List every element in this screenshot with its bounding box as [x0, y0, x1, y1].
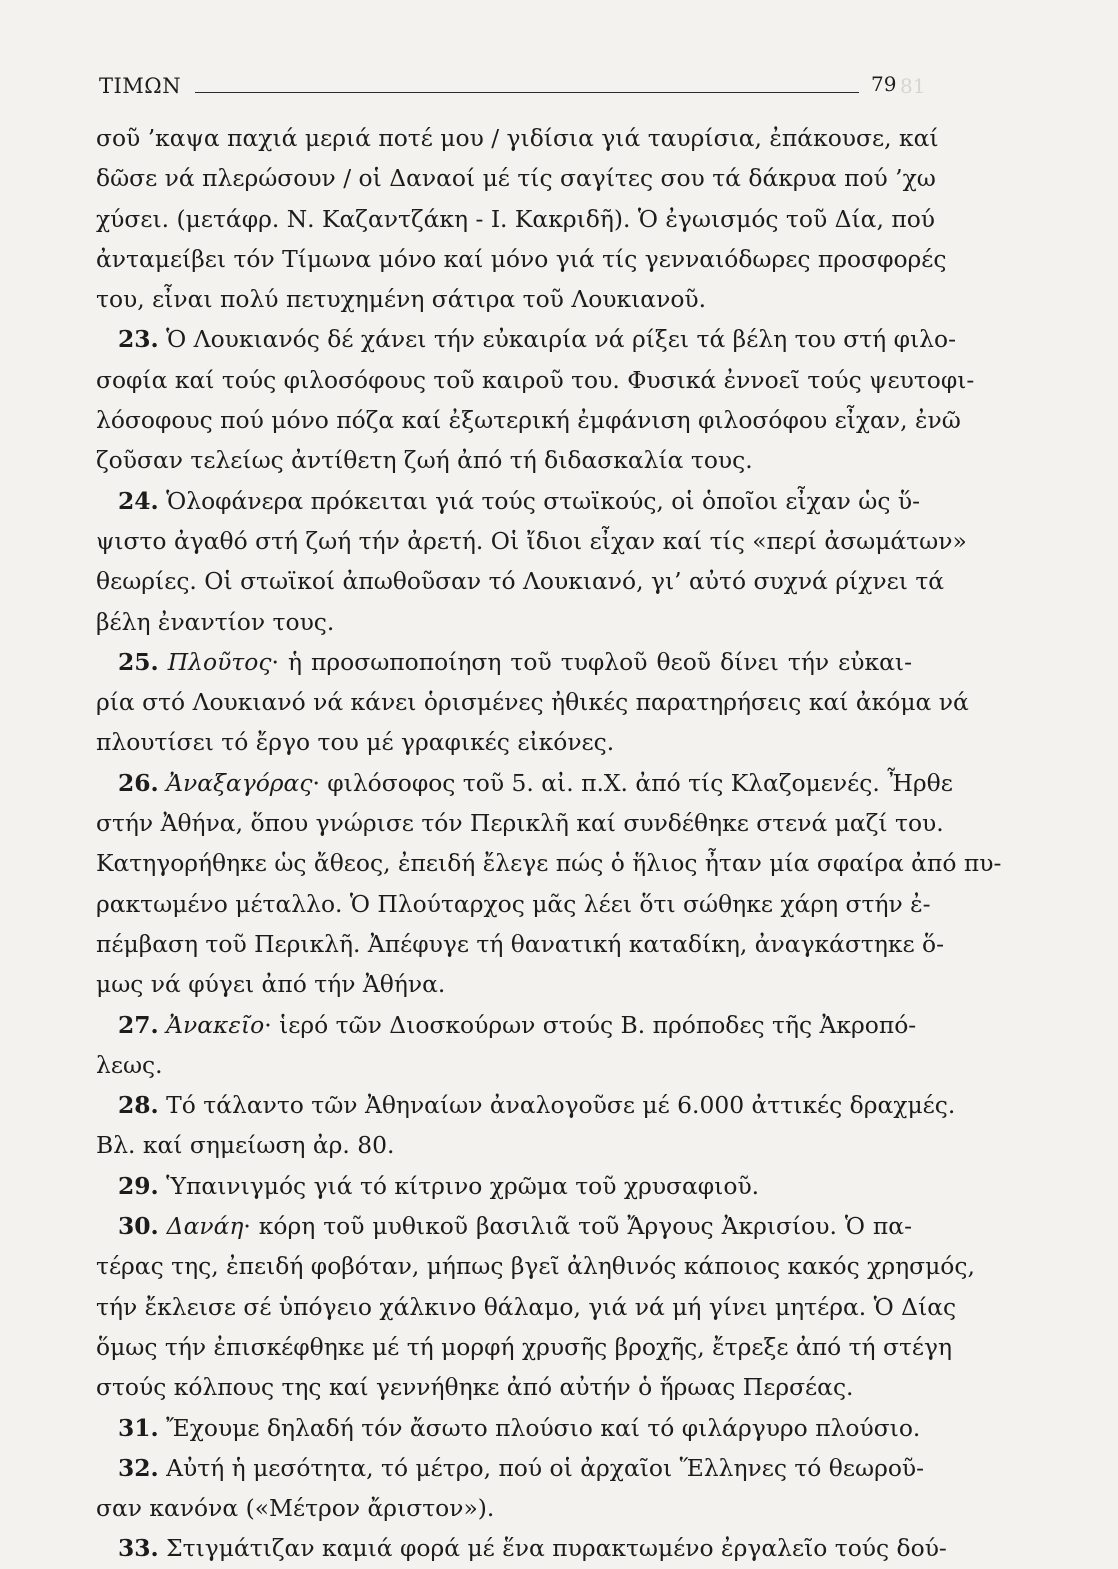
text-segment: στήν Ἀθήνα, ὅπου γνώρισε τόν Περικλῆ καί συνδέθηκε στενά μαζί του.: [96, 809, 944, 838]
text-segment: ὅμως τήν ἐπισκέφθηκε μέ τή μορφή χρυσῆς βροχῆς, ἔτρεξε ἀπό τή στέγη: [96, 1332, 953, 1361]
text-segment: [159, 648, 168, 676]
text-line: [96, 239, 947, 279]
text-segment: θεωρίες. Οἱ στωϊκοί ἀπωθοῦσαν τό Λουκιανό, γι’ αὐτό συχνά ρίχνει τά: [96, 567, 945, 596]
text-segment: [159, 1212, 167, 1240]
text-segment: ψιστο ἀγαθό στή ζωή τήν ἀρετή. Οἱ ἴδιοι εἶχαν καί τίς «περί ἀσωμάτων»: [96, 526, 967, 555]
text-segment: Ὁ Λουκιανός δέ χάνει τήν εὐκαιρία νά ρίξει τά βέλη του στή φιλο-: [158, 325, 956, 354]
text-segment: Τό τάλαντο τῶν Ἀθηναίων ἀναλογοῦσε μέ 6.000 ἀττικές δραχμές.: [158, 1091, 956, 1120]
text-segment: · κόρη τοῦ μυθικοῦ βασιλιᾶ τοῦ Ἄργους Ἀκρισίου. Ὁ πα-: [243, 1212, 912, 1241]
note-number: 32.: [118, 1453, 159, 1482]
note-number: 30.: [118, 1212, 159, 1241]
text-line: [96, 803, 944, 843]
text-line: [96, 199, 936, 239]
text-segment: χύσει. (μετάφρ. Ν. Καζαντζάκη - Ι. Κακριδῆ). Ὁ ἐγωισμός τοῦ Δία, πού: [96, 204, 936, 233]
text-line: [96, 884, 931, 924]
note-number: 27.: [118, 1010, 159, 1039]
text-segment: βέλη ἐναντίον τους.: [96, 607, 335, 636]
text-line: [96, 1005, 917, 1045]
text-line: [96, 1448, 925, 1488]
text-segment: στούς κόλπους της καί γεννήθηκε ἀπό αὐτήν ὁ ἥρωας Περσέας.: [96, 1373, 854, 1402]
text-segment: μως νά φύγει ἀπό τήν Ἀθήνα.: [96, 970, 446, 999]
text-line: [96, 1367, 912, 1407]
note-number: 24.: [118, 486, 159, 515]
note-term: Ἀνακεῖο: [166, 1010, 265, 1039]
text-segment: Ὑπαινιγμός γιά τό κίτρινο χρῶμα τοῦ χρυσαφιοῦ.: [158, 1171, 760, 1200]
text-segment: · ἡ προσωποποίηση τοῦ τυφλοῦ θεοῦ δίνει τήν εὐκαι-: [271, 647, 912, 676]
text-line: [96, 1085, 956, 1125]
text-line: [96, 1206, 912, 1246]
text-segment: Ἔχουμε δηλαδή τόν ἄσωτο πλούσιο καί τό φιλάργυρο πλούσιο.: [158, 1413, 921, 1442]
text-line: [96, 843, 1002, 883]
page-number: 79: [871, 72, 897, 96]
note-number: 29.: [118, 1171, 159, 1200]
text-line: [96, 722, 912, 762]
text-line: [96, 440, 912, 480]
text-segment: · ἱερό τῶν Διοσκούρων στούς Β. πρόποδες τῆς Ἀκροπό-: [264, 1010, 917, 1039]
text-line: [96, 1488, 912, 1528]
note-term: Πλοῦτος: [167, 647, 272, 676]
text-segment: σοῦ ’καψα παχιά μεριά ποτέ μου / γιδίσια γιά ταυρίσια, ἐπάκουσε, καί: [96, 124, 939, 152]
note-term: Δανάη: [166, 1212, 244, 1241]
text-line: [96, 763, 953, 803]
text-segment: δῶσε νά πλερώσουν / οἱ Δαναοί μέ τίς σαγίτες σου τά δάκρυα πού ’χω: [96, 164, 936, 193]
text-segment: Ὁλοφάνερα πρόκειται γιά τούς στωϊκούς, οἱ ὁποῖοι εἶχαν ὡς ὕ-: [158, 486, 921, 515]
text-line: [96, 602, 912, 642]
note-term: Ἀναξαγόρας: [166, 768, 313, 797]
text-segment: ρακτωμένο μέταλλο. Ὁ Πλούταρχος μᾶς λέει ὅτι σώθηκε χάρη στήν ἐ-: [96, 889, 931, 918]
text-line: [96, 158, 936, 198]
note-number: 33.: [118, 1534, 159, 1563]
bleed-through-page-number: 81: [900, 74, 926, 98]
text-line: [96, 1166, 912, 1206]
text-line: [96, 1327, 953, 1367]
text-segment: · φιλόσοφος τοῦ 5. αἰ. π.Χ. ἀπό τίς Κλαζομενές. Ἦρθε: [312, 768, 953, 797]
text-line: [96, 360, 975, 400]
text-segment: ἀνταμείβει τόν Τίμωνα μόνο καί μόνο γιά τίς γενναιόδωρες προσφορές: [96, 244, 947, 273]
notes-body: [96, 118, 1002, 1569]
text-segment: Κατηγορήθηκε ὡς ἄθεος, ἐπειδή ἔλεγε πώς ὁ ἥλιος ἦταν μία σφαίρα ἀπό πυ-: [96, 849, 1002, 878]
text-line: [96, 642, 912, 682]
text-segment: του, εἶναι πολύ πετυχημένη σάτιρα τοῦ Λουκιανοῦ.: [96, 285, 707, 314]
text-segment: Στιγμάτιζαν καμιά φορά μέ ἕνα πυρακτωμένο ἐργαλεῖο τούς δού-: [158, 1534, 947, 1563]
text-line: [96, 1408, 921, 1448]
text-line: [96, 1125, 912, 1165]
running-title: ΤΙΜΩΝ: [99, 74, 182, 98]
text-line: [96, 521, 967, 561]
text-line: [96, 924, 945, 964]
text-segment: ρία στό Λουκιανό νά κάνει ὁρισμένες ἠθικές παρατηρήσεις καί ἀκόμα νά: [96, 688, 969, 717]
text-segment: τέρας της, ἐπειδή φοβόταν, μήπως βγεῖ ἀληθινός κάποιος κακός χρησμός,: [96, 1252, 975, 1281]
text-segment: σοφία καί τούς φιλοσόφους τοῦ καιροῦ του. Φυσικά ἐννοεῖ τούς ψευτοφι-: [96, 365, 975, 394]
text-line: [96, 682, 969, 722]
text-line: [96, 561, 945, 601]
text-line: [96, 481, 921, 521]
note-number: 25.: [118, 647, 159, 676]
text-line: [96, 319, 956, 359]
header-rule: [195, 92, 859, 93]
note-number: 28.: [118, 1091, 159, 1120]
text-segment: ζοῦσαν τελείως ἀντίθετη ζωή ἀπό τή διδασκαλία τους.: [96, 446, 753, 475]
text-line: [96, 964, 912, 1004]
note-number: 31.: [118, 1413, 159, 1442]
text-segment: τήν ἔκλεισε σέ ὑπόγειο χάλκινο θάλαμο, γιά νά μή γίνει μητέρα. Ὁ Δίας: [96, 1292, 957, 1321]
text-segment: Αὐτή ἡ μεσότητα, τό μέτρο, πού οἱ ἀρχαῖοι Ἕλληνες τό θεωροῦ-: [158, 1453, 925, 1482]
text-line: [96, 118, 939, 158]
text-line: [96, 1528, 947, 1568]
note-number: 26.: [118, 768, 159, 797]
text-line: [96, 279, 912, 319]
text-line: [96, 1287, 957, 1327]
text-segment: πέμβαση τοῦ Περικλῆ. Ἀπέφυγε τή θανατική καταδίκη, ἀναγκάστηκε ὅ-: [96, 929, 945, 958]
note-number: 23.: [118, 325, 159, 354]
page-header: [99, 70, 899, 100]
text-segment: σαν κανόνα («Μέτρον ἄριστον»).: [96, 1494, 495, 1523]
text-line: [96, 400, 961, 440]
text-segment: λεως.: [96, 1050, 163, 1079]
text-line: [96, 1246, 975, 1286]
text-line: [96, 1045, 912, 1085]
text-segment: πλουτίσει τό ἔργο του μέ γραφικές εἰκόνες.: [96, 728, 615, 757]
text-segment: λόσοφους πού μόνο πόζα καί ἐξωτερική ἐμφάνιση φιλοσόφου εἶχαν, ἐνῶ: [96, 406, 961, 435]
text-segment: Βλ. καί σημείωση ἀρ. 80.: [96, 1131, 395, 1160]
